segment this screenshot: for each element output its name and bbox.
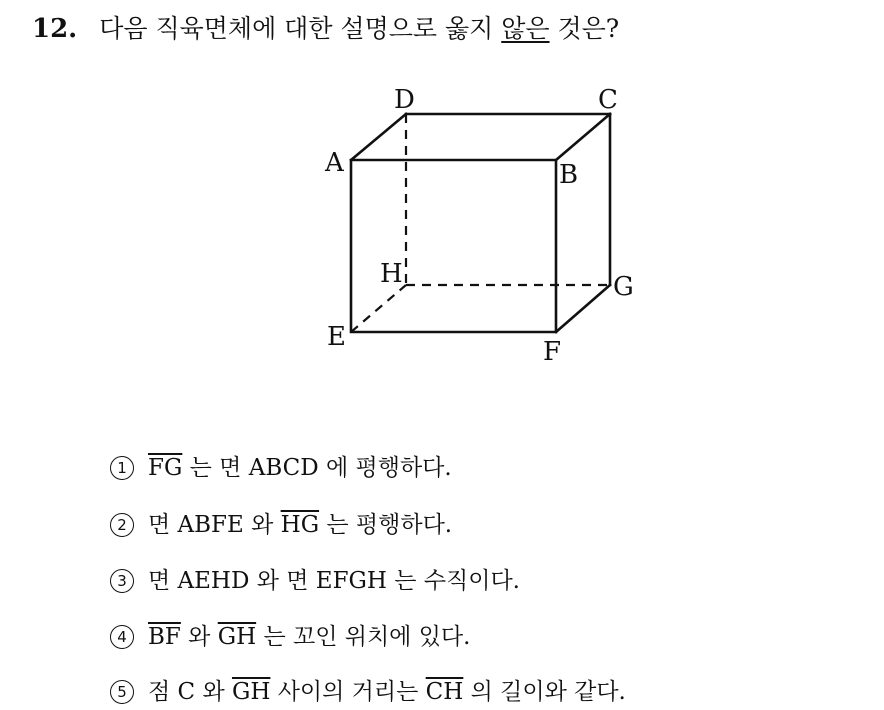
choice-3-text: 면 AEHD 와 면 EFGH 는 수직이다. [148, 568, 520, 594]
vertex-label-G: G [613, 272, 634, 302]
choice-4-text-b: 는 꼬인 위치에 있다. [256, 624, 471, 650]
question-text-after: 것은? [549, 14, 620, 43]
choice-5-text-a: 점 C 와 [148, 679, 232, 705]
choice-number-1: 1 [110, 456, 134, 480]
choice-1[interactable] [110, 452, 452, 484]
choice-4[interactable] [110, 621, 470, 653]
vertex-label-H: H [380, 259, 403, 289]
choice-5-text-c: 의 길이와 같다. [463, 679, 626, 705]
segment-GH-2: $\overline{GH}$ [231, 679, 271, 705]
choice-number-4: 4 [110, 625, 134, 649]
edge-EH-hidden [351, 285, 406, 332]
segment-BF: $\overline{BF}$ [148, 624, 181, 650]
choice-number-3: 3 [110, 569, 134, 593]
segment-CH: $\overline{CH}$ [425, 679, 464, 705]
edge-BC [556, 114, 610, 160]
choice-5-text-b: 사이의 거리는 [270, 679, 426, 705]
segment-GH: $\overline{GH}$ [217, 624, 257, 650]
choice-2-text-b: 는 평행하다. [319, 512, 453, 538]
choice-2-text-a: 면 ABFE 와 [148, 512, 281, 538]
question-text-before: 다음 직육면체에 대한 설명으로 옳지 [99, 14, 502, 43]
edge-FG [556, 285, 610, 332]
vertex-label-A: A [325, 148, 344, 178]
vertex-label-D: D [394, 85, 415, 115]
choice-4-text-a: 와 [180, 624, 218, 650]
segment-FG: $\overline{FG}$ [148, 455, 183, 481]
question-underlined-word: 않은 [501, 14, 550, 43]
vertex-label-C: C [598, 85, 618, 115]
vertex-label-B: B [559, 160, 579, 190]
choice-2[interactable] [110, 509, 452, 541]
choice-number-5: 5 [110, 680, 134, 704]
choice-number-2: 2 [110, 513, 134, 537]
choice-1-text: 는 면 ABCD 에 평행하다. [182, 455, 452, 481]
edge-AD [351, 114, 406, 160]
question-number: 12. [32, 14, 78, 44]
vertex-label-E: E [327, 322, 346, 352]
segment-HG: $\overline{HG}$ [280, 512, 320, 538]
vertex-label-F: F [543, 337, 562, 367]
choice-3[interactable] [110, 565, 520, 597]
choice-5[interactable] [110, 676, 626, 708]
